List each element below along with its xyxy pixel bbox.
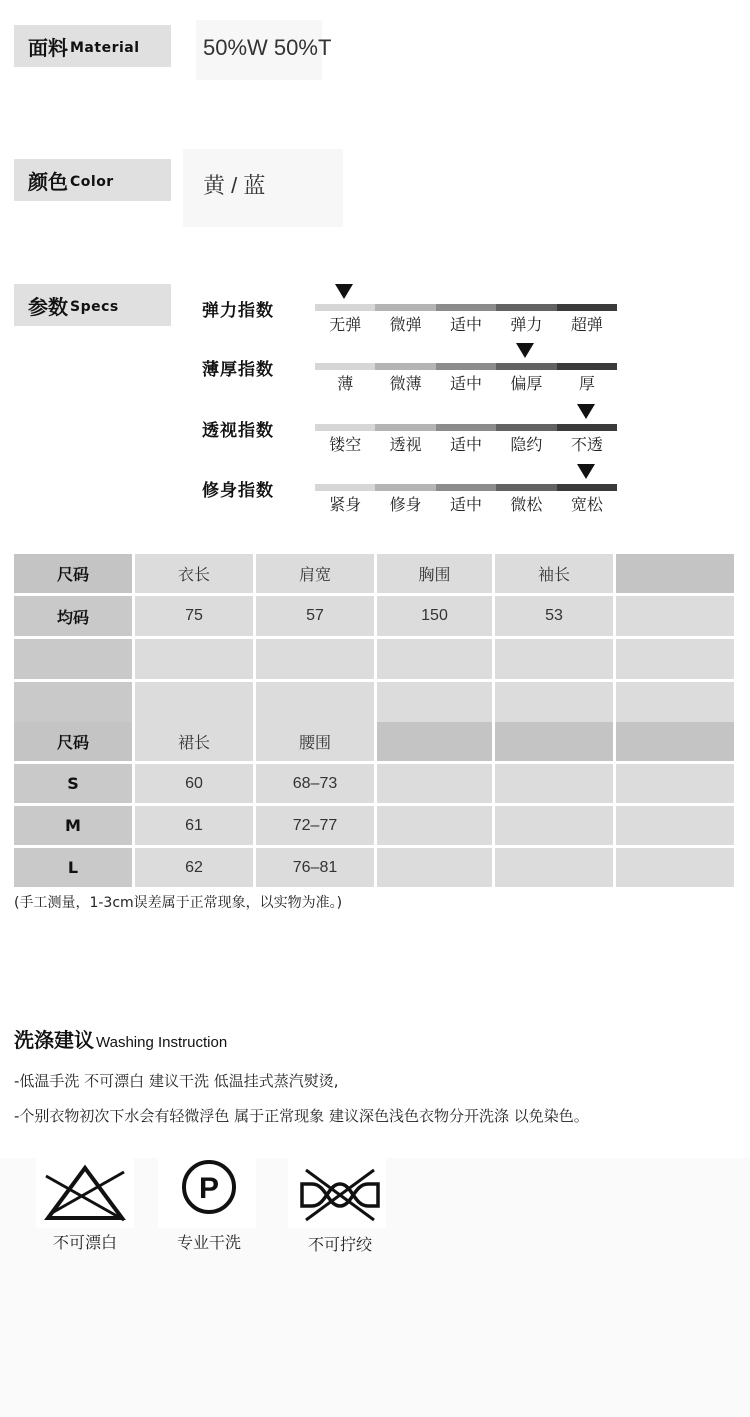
table-cell: 61 (135, 806, 253, 845)
spec-scale-bar (315, 304, 617, 311)
care-symbols-area (0, 1158, 750, 1417)
table-cell (14, 639, 132, 679)
table-cell: 72–77 (256, 806, 374, 845)
table-cell (616, 682, 734, 722)
spec-marker-icon (577, 464, 595, 479)
table-header-cell (616, 722, 734, 761)
table-cell (495, 848, 613, 887)
spec-option-label: 微弹 (389, 315, 422, 334)
table-cell: M (14, 806, 132, 845)
spec-scale-segment (496, 363, 556, 370)
table-cell: 62 (135, 848, 253, 887)
spec-scale-segment (436, 304, 496, 311)
table-header-cell: 裙长 (135, 722, 253, 761)
washing-line-2: -个别衣物初次下水会有轻微浮色 属于正常现象 建议深色浅色衣物分开洗涤 以免染色。 (14, 1107, 589, 1125)
table-header-cell (377, 722, 492, 761)
spec-option-label: 弹力 (510, 315, 543, 334)
spec-scale-segment (557, 484, 617, 491)
color-value: 黄 / 蓝 (203, 173, 266, 198)
table-cell (377, 764, 492, 803)
color-label (14, 159, 171, 201)
spec-scale-segment (315, 363, 375, 370)
no-bleach-label: 不可漂白 (52, 1233, 117, 1252)
table-cell: 60 (135, 764, 253, 803)
spec-option-label: 无弹 (329, 315, 362, 334)
spec-option-label: 偏厚 (510, 374, 543, 393)
spec-option-label: 适中 (450, 435, 483, 454)
no-wring-icon (298, 1166, 382, 1224)
spec-scale-segment (557, 424, 617, 431)
table-header-cell: 尺码 (14, 554, 132, 593)
specs-label-zh: 参数 (28, 294, 68, 319)
table-header-cell: 腰围 (256, 722, 374, 761)
spec-scale-bar (315, 424, 617, 431)
spec-marker-icon (577, 404, 595, 419)
table-cell: L (14, 848, 132, 887)
spec-option-label: 宽松 (570, 495, 603, 514)
spec-scale-segment (496, 484, 556, 491)
table-header-cell (495, 722, 613, 761)
table-cell (616, 848, 734, 887)
no-bleach-icon (40, 1162, 130, 1224)
table-cell: 76–81 (256, 848, 374, 887)
table-header-cell: 尺码 (14, 722, 132, 761)
table-cell: 150 (377, 596, 492, 636)
table-cell: 68–73 (256, 764, 374, 803)
spec-option-label: 镂空 (329, 435, 362, 454)
table-cell (377, 639, 492, 679)
spec-scale-segment (315, 484, 375, 491)
spec-scale-segment (375, 424, 435, 431)
material-label (14, 25, 171, 67)
spec-option-label: 适中 (450, 495, 483, 514)
table-header-cell: 胸围 (377, 554, 492, 593)
spec-scale-bar (315, 363, 617, 370)
size-table-top (11, 551, 737, 725)
table-header-cell: 袖长 (495, 554, 613, 593)
table-cell: 53 (495, 596, 613, 636)
size-table-bottom (11, 719, 737, 890)
dry-clean-letter: P (198, 1172, 220, 1205)
spec-scale-segment (496, 304, 556, 311)
spec-scale-segment (375, 363, 435, 370)
table-cell (495, 764, 613, 803)
table-row (14, 596, 734, 636)
table-cell: 75 (135, 596, 253, 636)
specs-label-en: Specs (70, 299, 119, 315)
spec-option-label: 适中 (450, 315, 483, 334)
table-cell (135, 682, 253, 722)
spec-option-label: 紧身 (329, 495, 362, 514)
spec-option-label: 超弹 (570, 315, 603, 334)
spec-scale-segment (557, 363, 617, 370)
spec-option-label: 隐约 (510, 435, 543, 454)
spec-option-label: 不透 (570, 435, 603, 454)
spec-scale-segment (557, 304, 617, 311)
spec-marker-icon (335, 284, 353, 299)
spec-scale-segment (436, 363, 496, 370)
table-cell: S (14, 764, 132, 803)
material-label-zh: 面料 (28, 35, 68, 60)
spec-marker-icon (516, 343, 534, 358)
table-header-row (14, 554, 734, 593)
spec-option-label: 微松 (510, 495, 543, 514)
material-value: 50%W 50%T (203, 35, 332, 60)
table-cell (495, 639, 613, 679)
spec-option-label: 修身 (389, 495, 422, 514)
washing-title (14, 1024, 227, 1053)
table-header-cell: 肩宽 (256, 554, 374, 593)
washing-title-zh: 洗涤建议 (14, 1028, 94, 1052)
spec-title: 弹力指数 (202, 301, 274, 321)
no-wring-label: 不可拧绞 (307, 1235, 372, 1254)
spec-option-label: 薄 (337, 374, 354, 393)
table-row (14, 764, 734, 803)
material-label-en: Material (70, 40, 140, 56)
spec-scale-bar (315, 484, 617, 491)
spec-scale-segment (436, 484, 496, 491)
spec-scale-labels (315, 312, 617, 335)
table-cell (616, 596, 734, 636)
table-row (14, 806, 734, 845)
dry-clean-label: 专业干洗 (176, 1233, 241, 1252)
table-header-row (14, 722, 734, 761)
spec-option-label: 适中 (450, 374, 483, 393)
measurement-note: (手工测量，1-3cm误差属于正常现象，以实物为准。) (14, 895, 343, 911)
table-cell (377, 806, 492, 845)
table-cell (135, 639, 253, 679)
spec-scale-labels (315, 371, 617, 394)
spec-title: 修身指数 (202, 481, 274, 501)
spec-scale-segment (375, 304, 435, 311)
spec-scale-segment (315, 424, 375, 431)
spec-scale-segment (375, 484, 435, 491)
table-header-cell (616, 554, 734, 593)
spec-scale-segment (496, 424, 556, 431)
table-header-cell: 衣长 (135, 554, 253, 593)
table-cell (14, 682, 132, 722)
table-cell (256, 639, 374, 679)
spec-scale-labels (315, 492, 617, 515)
spec-scale-segment (315, 304, 375, 311)
spec-option-label: 厚 (578, 374, 595, 393)
table-cell (377, 848, 492, 887)
washing-line-1: -低温手洗 不可漂白 建议干洗 低温挂式蒸汽熨烫, (14, 1072, 339, 1090)
table-cell: 57 (256, 596, 374, 636)
table-row (14, 682, 734, 722)
table-cell (377, 682, 492, 722)
spec-option-label: 透视 (389, 435, 422, 454)
color-label-zh: 颜色 (28, 169, 68, 194)
table-cell (616, 764, 734, 803)
table-cell (616, 639, 734, 679)
spec-title: 透视指数 (202, 421, 274, 441)
spec-title: 薄厚指数 (202, 360, 274, 380)
spec-scale-labels (315, 432, 617, 455)
specs-label (14, 284, 171, 326)
professional-dry-clean-icon (178, 1158, 240, 1216)
table-cell (495, 806, 613, 845)
table-cell (616, 806, 734, 845)
spec-option-label: 微薄 (389, 374, 422, 393)
table-cell: 均码 (14, 596, 132, 636)
spec-scale-segment (436, 424, 496, 431)
washing-title-en: Washing Instruction (96, 1034, 228, 1051)
table-cell (256, 682, 374, 722)
table-row (14, 848, 734, 887)
color-label-en: Color (70, 174, 114, 190)
table-cell (495, 682, 613, 722)
table-row (14, 639, 734, 679)
